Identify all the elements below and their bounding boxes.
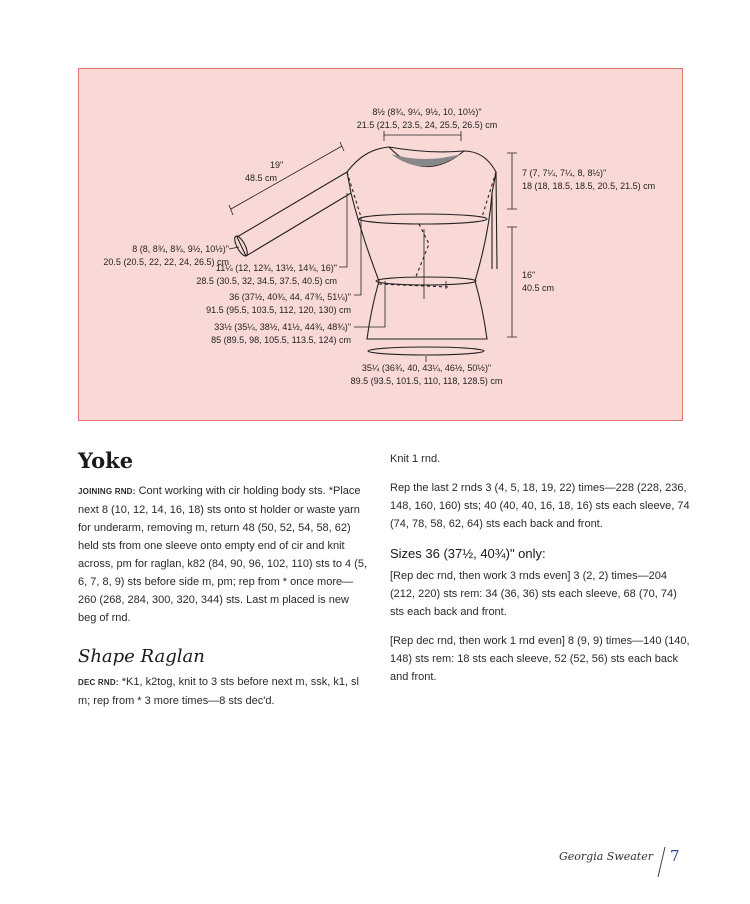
bust-label [179, 291, 351, 317]
body-length-in: 16" [522, 270, 536, 280]
body-length-cm: 40.5 cm [522, 283, 555, 293]
page-footer [540, 846, 700, 876]
upper-arm-label [179, 262, 337, 288]
rep-dec-one-paragraph: [Rep dec rnd, then work 1 rnd even] 8 (9, 9) times—140 (140, 148) sts rem: 18 sts each sleeve, 52 (52, 56) sts each back and front. [390, 635, 690, 683]
sweater-schematic [78, 68, 683, 421]
dec-round-paragraph [78, 673, 370, 710]
bust-in: 36 (37½, 40¾, 44, 47¾, 51¼)" [229, 292, 351, 302]
cuff-cm: 20.5 (20.5, 22, 22, 24, 26.5) cm [103, 257, 229, 267]
bust-cm: 91.5 (95.5, 103.5, 112, 120, 130) cm [206, 305, 351, 315]
rep-dec-three-paragraph: [Rep dec rnd, then work 3 rnds even] 3 (2, 2) times—204 (212, 220) sts rem: 34 (36, 36) sts each sleeve, 68 (70, 74) sts each back and front. [390, 570, 677, 618]
sleeve-length-label [245, 159, 283, 185]
footer-title: Georgia Sweater [559, 850, 653, 863]
joining-round-lead: JOINING RND: [78, 487, 136, 496]
waist-in: 33½ (35¼, 38½, 41½, 44¾, 48¾)" [214, 322, 351, 332]
neck-width-label [347, 106, 507, 132]
waist-label [179, 321, 351, 347]
hem-label [339, 362, 514, 388]
dec-round-text: *K1, k2tog, knit to 3 sts before next m, ssk, k1, sl m; rep from * 3 more times—8 sts dec'd. [78, 676, 359, 707]
shape-raglan-heading: Shape Raglan [78, 646, 205, 667]
yoke-heading: Yoke [78, 448, 134, 473]
yoke-depth-label [522, 167, 655, 193]
hem-in: 35¼ (36¾, 40, 43¼, 46½, 50½)" [361, 363, 492, 373]
upper-arm-cm: 28.5 (30.5, 32, 34.5, 37.5, 40.5) cm [196, 276, 337, 286]
yoke-depth-cm: 18 (18, 18.5, 18.5, 20.5, 21.5) cm [522, 181, 656, 191]
cuff-in: 8 (8, 8¾, 8¾, 9½, 10½)" [132, 244, 229, 254]
sleeve-length-in: 19" [270, 160, 284, 170]
joining-round-paragraph [78, 482, 370, 627]
sizes-heading: Sizes 36 (37½, 40¾)" only: [390, 546, 546, 561]
knit-round-paragraph: Knit 1 rnd. [390, 453, 441, 465]
hem-cm: 89.5 (93.5, 101.5, 110, 118, 128.5) cm [350, 376, 503, 386]
waist-cm: 85 (89.5, 98, 105.5, 113.5, 124) cm [211, 335, 351, 345]
left-column [78, 448, 370, 721]
dec-round-lead: DEC RND: [78, 678, 119, 687]
joining-round-text: Cont working with cir holding body sts. *Place next 8 (10, 12, 14, 16, 18) sts onto st holder or waste yarn for underarm, removing m, return 48 (50, 52, 54, 58, 62) held sts from one sleeve onto empty end of cir and knit across, pm for raglan, k82 (84, 90, 96, 102, 110) sts to 4 (5, 6, 7, 8, 9) sts before side m, pm; rep from * once more—260 (268, 284, 300, 320, 344) sts. Last m placed is new beg of rnd. [78, 485, 368, 624]
sleeve-length-cm: 48.5 cm [245, 173, 278, 183]
upper-arm-in: 11¼ (12, 12¾, 13½, 14¾, 16)" [215, 263, 337, 273]
page-number: 7 [670, 847, 680, 865]
neck-width-cm: 21.5 (21.5, 23.5, 24, 25.5, 26.5) cm [356, 120, 498, 130]
right-column [390, 450, 690, 697]
body-length-label [522, 269, 554, 295]
footer-divider [656, 846, 668, 878]
neck-width-in: 8½ (8¾, 9¼, 9½, 10, 10½)" [372, 107, 482, 117]
yoke-depth-in: 7 (7, 7¼, 7¼, 8, 8½)" [522, 168, 607, 178]
repeat-rounds-paragraph: Rep the last 2 rnds 3 (4, 5, 18, 19, 22) times—228 (228, 236, 148, 160, 160) sts; 40 (40, 40, 16, 18, 16) sts each sleeve, 74 (74, 78, 58, 62, 64) sts each back and front. [390, 482, 690, 530]
